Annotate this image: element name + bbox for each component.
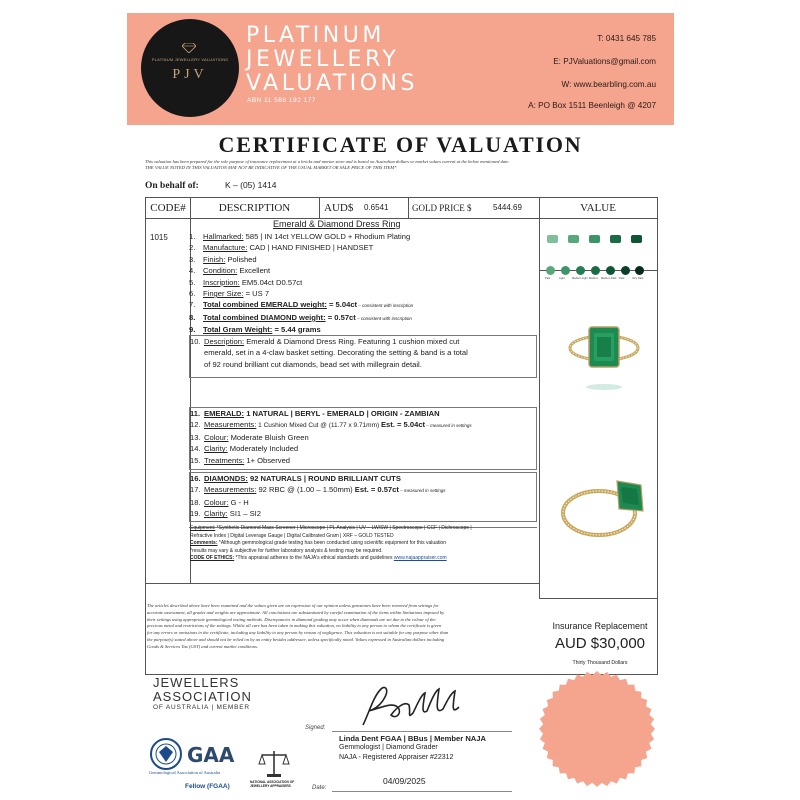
gaa-logo-text: GAA <box>187 743 235 767</box>
aud-divider <box>319 198 320 218</box>
contact-phone: T: 0431 645 785 <box>597 34 656 43</box>
logo-initials: PJV <box>172 67 208 82</box>
header-gold-price: GOLD PRICE $ <box>412 203 472 213</box>
gaa-emblem-icon <box>149 737 183 771</box>
table-header-divider <box>146 218 657 219</box>
signer-name: Linda Dent FGAA | BBus | Member NAJA <box>339 734 486 743</box>
item-spec-list <box>189 231 529 336</box>
item-code: 1015 <box>150 233 168 242</box>
handwritten-signature <box>355 683 475 729</box>
item-title: Emerald & Diamond Dress Ring <box>273 219 401 229</box>
header-aud: AUD$ <box>324 202 354 214</box>
header-value: VALUE <box>580 202 616 214</box>
details-bottom-divider <box>146 583 539 584</box>
subtitle-line-2: THE VALUE NOTED IN THIS VALUATION MAY NOT BE INDICATIVE OF THE USUAL MARKET OR SALE PRICE OF THIS ITEM* <box>145 164 397 170</box>
swatch-1 <box>547 235 558 243</box>
ja-line-3: OF AUSTRALIA | MEMBER <box>153 704 250 711</box>
subtitle-line-1: This valuation has been prepared for the sole purpose of insurance replacement at a bricks and mortar store and is based on Australian dollars or market values current at the below mentioned date. <box>145 159 510 164</box>
round-swatch-2 <box>561 266 570 275</box>
ring-side-image <box>559 471 649 546</box>
swatch-2 <box>568 235 579 243</box>
brand-line-3: VALUATIONS <box>246 71 418 96</box>
ja-line-1: JEWELLERS <box>153 675 240 690</box>
spec-row-hallmark: 1. Hallmarked: 585 | IN 14ct YELLOW GOLD + Rhodium Plating <box>189 232 411 241</box>
header-description: DESCRIPTION <box>218 202 291 214</box>
equipment-notes: Equipment: *Synthetic Diamond Mass Screener | Microscope | PL Analysis | UV – LW/SW | Spectroscope | CCF | Dichroscope | Refractive Index | Digital Leverage Gauge | Digital Calibrated Gram | XRF – GOLD TESTED Comments: *Although gemmological grade testing has been conducted using scientific equipment for this valuation *results may vary & subjective for further laboratory analysis & testing may be required. CODE OF ETHICS: *This appraisal adheres to the NAJA's ethical standards and guidelines www.najaappraiser.com <box>190 525 472 562</box>
gold-divider <box>408 198 409 218</box>
value-bottom-divider <box>539 598 657 599</box>
round-swatch-4 <box>591 266 600 275</box>
certificate-page: PLATINUM JEWELLERY VALUATIONS PJV PLATINUM JEWELLERY VALUATIONS ABN 11 588 192 177 T: 0431 645 785 E: PJValuations@gmail.com W: www.bearbling.com.au A: PO Box 1511 Beenleigh @ 4207 CERTIFICATE OF VALUATION This valuation has been prepared for the sole purpose of insurance replacement at a bricks and mortar store and is based on Australian dollars or market values current at the below mentioned date. THE VALUE NOTED IN THIS VALUATION MAY NOT BE INDICATIVE OF THE USUAL MARKET OR SALE PRICE OF THIS ITEM* On behalf of: K – (05) 1414 CODE# DESCRIPTION AUD$ 0.6541 GOLD PRICE $ 5444.69 VALUE Emerald & Diamond Dress Ring 1015 1. Hallmarked: 585 | IN 14ct YELLOW GOLD + Rhodium Plating 2. Manufacture: CAD | HAND FINISHED | HANDSET 3. Finish: Polished 4. Condition: Excellent 5. Inscription: EM5.04ct D0.57ct 6. Finger Size: = US 7 7. Total combined EMERALD weight: = 5.04ct – consistent with inscription 8. Total combined DIAMOND weight: = 0.57ct – consistent with inscription 9. Total Gram Weight: = 5.44 grams 10. Description: Emerald & Diamond Dress Ring. Featuring 1 cushion mixed cut emerald, set in a 4-claw basket setting. Decorating the setting & band is a total of 92 round brilliant cut diamonds, bead set with millegrain detail. 11. EMERALD: 1 NATURAL | BERYL - EMERALD | ORIGIN - ZAMBIAN 12. Measurements: 1 Cushion Mixed Cut @ (11.77 x 9.71mm) Est. = 5.04ct – measured in settings 13. Colour: Moderate Bluish Green 14. Clarity: Moderately Included 15. Treatments: 1+ Observed 16. DIAMONDS: 92 NATURALS | ROUND BRILLIANT CUTS 17. Measurements: 92 RBC @ (1.00 – 1.50mm) Est. = 0.57ct – measured in settings 18. Colour: G - H 19. Clarity: SI1 – SI2 Equipment: *Synthetic Diamond Mass Screener | Microscope | PL Analysis | UV – LW/SW | Spectroscope | CCF | Dichroscope | Refractive Index | Digital Leverage Gauge | Digital Calibrated Gram | XRF – GOLD TESTED Comments: *Although gemmological grade testing has been conducted using scientific equipment for this valuation *results may vary & subjective for further laboratory analysis & testing may be required. CODE OF ETHICS: *This appraisal adheres to the NAJA's ethical standards and guidelines www.najaappraiser.com Pale Light Medium Light Medium Medium Dark Dark Very Dark The articles described above have been examined and the values given are an expression of our opinion unless gemstones have been removed from settings for accurate assessment, all grades and weights are approximate. All conclusions are substantiated by careful examination of the items within limitations imposed by their settings using appropriate gemmological testing methods. Discrepancies in diamond grading may occur when diamonds are set due to the colour of the precious metal and restrictions of the settings. Whilst all care has been taken in making this valuation, no liability to any person to whom the certificate is given for any errors or omissions in the certificate, including any liability to any person by reason of negligence. This valuation is not suitable for any purpose other than the purpose(s) stated above and should not be relied on by an entity besides addressee, unless specifically noted. Values expressed in Australian dollars including Goods & Services Tax (GST) and current market conditions. Insurance Replacement AUD $30,000 Thirty Thousand Dollars JEWELLERS ASSOCIATION OF AUSTRALIA | MEMBER GAA Gemmological Association of Australia Fellow (FGAA) NATIONAL ASSOCIATION OF JEWELLERY APPRAISERS Signed: Linda Dent FGAA | BBus | Member NAJA Gemmologist | Diamond Grader NAJA - Registered Appraiser #22312 04/09/2025 Date: <box>127 13 674 788</box>
emerald-heading: 11. EMERALD: 1 NATURAL | BERYL - EMERALD | ORIGIN - ZAMBIAN <box>190 409 440 418</box>
insurance-words: Thirty Thousand Dollars <box>572 660 628 666</box>
abn-number: ABN 11 588 192 177 <box>247 97 316 104</box>
spec-row-finger-size: 6. Finger Size: = US 7 <box>189 289 270 299</box>
emerald-box: 11. EMERALD: 1 NATURAL | BERYL - EMERALD | ORIGIN - ZAMBIAN 12. Measurements: 1 Cushion Mixed Cut @ (11.77 x 9.71mm) Est. = 5.04ct – measured in settings 13. Colour: Moderate Bluish Green 14. Clarity: Moderately Included 15. Treatments: 1+ Observed <box>189 407 537 470</box>
insurance-label: Insurance Replacement <box>552 621 648 631</box>
spec-row-manufacture: 2. Manufacture: CAD | HAND FINISHED | HANDSET <box>189 243 374 253</box>
naja-text: NATIONAL ASSOCIATION OF JEWELLERY APPRAISERS <box>250 780 295 788</box>
ring-front-image <box>567 303 642 393</box>
spec-row-emerald-weight: 7. Total combined EMERALD weight: = 5.04ct – consistent with inscription <box>189 300 414 310</box>
diamonds-box: 16. DIAMONDS: 92 NATURALS | ROUND BRILLIANT CUTS 17. Measurements: 92 RBC @ (1.00 – 1.50mm) Est. = 0.57ct – measured in settings 18. Colour: G - H 19. Clarity: SI1 – SI2 <box>189 472 537 522</box>
spec-row-finish: 3. Finish: Polished <box>189 254 257 264</box>
signed-label: Signed: <box>305 725 326 731</box>
value-column-divider <box>539 198 540 598</box>
ja-line-2: ASSOCIATION <box>153 689 252 704</box>
signer-role-1: Gemmologist | Diamond Grader <box>339 744 438 751</box>
swatch-4 <box>610 235 621 243</box>
swatch-5 <box>631 235 642 243</box>
description-box: 10. Description: Emerald & Diamond Dress Ring. Featuring 1 cushion mixed cut emerald, set in a 4-claw basket setting. Decorating the setting & band is a total of 92 round brilliant cut diamonds, bead set with millegrain detail. <box>189 335 537 378</box>
brand-line-2: JEWELLERY <box>246 47 400 72</box>
spec-row-diamond-weight: 8. Total combined DIAMOND weight: = 0.57ct – consistent with inscription <box>189 312 412 322</box>
contact-web: W: www.bearbling.com.au <box>561 80 656 89</box>
gaa-fellow: Fellow (FGAA) <box>185 783 230 790</box>
gold-price-value: 5444.69 <box>493 203 522 212</box>
signature-line <box>332 731 512 732</box>
gaa-subtitle: Gemmological Association of Australia <box>149 770 221 775</box>
spec-row-inscription: 5. Inscription: EM5.04ct D0.57ct <box>189 277 303 287</box>
behalf-label: On behalf of: <box>145 181 199 191</box>
spec-row-condition: 4. Condition: Excellent <box>189 266 271 276</box>
diamonds-heading: 16. DIAMONDS: 92 NATURALS | ROUND BRILLIANT CUTS <box>190 474 401 483</box>
pjv-logo <box>141 19 239 117</box>
diamond-icon <box>182 43 196 53</box>
disclaimer-text: The articles described above have been examined and the values given are an expression of our opinion unless gemstones have been removed from settings for accurate assessment, all grades and weights are approximate. All conclusions are substantiated by careful examination of the items within limitations imposed by their settings using appropriate gemmological testing methods. Discrepancies in diamond grading may occur when diamonds are set due to the colour of the precious metal and restrictions of the settings. Whilst all care has been taken in making this valuation, no liability to any person to whom the certificate is given for any errors or omissions in the certificate, including any liability to any person by reason of negligence. This valuation is not suitable for any purpose other than the purpose(s) stated above and should not be relied on by an entity besides addressee, unless specifically noted. Values expressed in Australian dollars including Goods & Services Tax (GST) and current market conditions. <box>147 603 449 649</box>
logo-ring-text: PLATINUM JEWELLERY VALUATIONS <box>151 57 229 62</box>
contact-address: A: PO Box 1511 Beenleigh @ 4207 <box>528 101 656 110</box>
header-code: CODE# <box>150 202 186 214</box>
aud-value: 0.6541 <box>364 203 389 212</box>
contact-email: E: PJValuations@gmail.com <box>553 57 656 66</box>
seal-sticker <box>537 669 657 789</box>
round-swatch-6 <box>621 266 630 275</box>
insurance-value: AUD $30,000 <box>554 635 646 652</box>
round-swatch-5 <box>606 266 615 275</box>
round-swatch-7 <box>635 266 644 275</box>
date-label: Date: <box>312 785 327 791</box>
spec-row-gram-weight: 9. Total Gram Weight: = 5.44 grams <box>189 325 321 335</box>
header-banner <box>127 13 674 125</box>
naja-link[interactable]: www.najaappraiser.com <box>393 555 447 562</box>
scales-icon <box>257 748 291 778</box>
date-line <box>332 791 512 792</box>
swatch-3 <box>589 235 600 243</box>
round-swatch-3 <box>576 266 585 275</box>
behalf-value: K – (05) 1414 <box>225 180 277 190</box>
date-value: 04/09/2025 <box>383 776 426 786</box>
round-swatch-1 <box>546 266 555 275</box>
brand-line-1: PLATINUM <box>246 23 385 48</box>
signer-role-2: NAJA - Registered Appraiser #22312 <box>339 754 454 761</box>
certificate-subtitle <box>145 159 665 170</box>
certificate-title: CERTIFICATE OF VALUATION <box>218 132 583 157</box>
